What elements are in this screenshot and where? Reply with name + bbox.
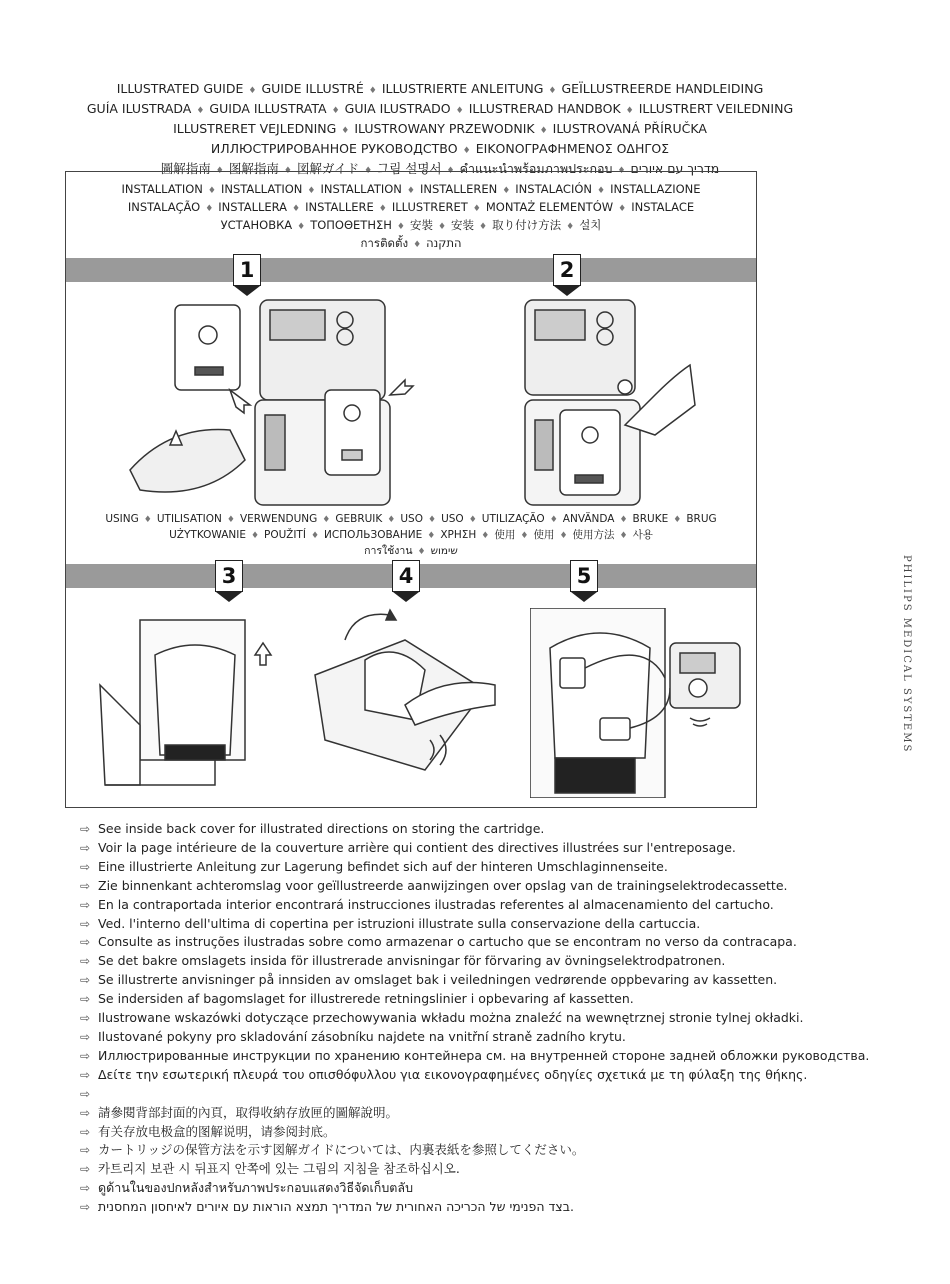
installation_titles-text: התקנה xyxy=(426,236,462,250)
separator-icon: ♦ xyxy=(368,86,377,96)
using_titles-text: UTILIZAÇÃO xyxy=(481,513,545,525)
arrow-right-icon: ⇨ xyxy=(80,1029,91,1044)
using_titles-text: 使用 xyxy=(533,529,555,541)
installation_titles-text: INSTALLATION xyxy=(220,182,303,196)
separator-icon: ♦ xyxy=(549,515,558,525)
separator-icon: ♦ xyxy=(673,515,682,525)
using_titles-text: BRUKE xyxy=(632,513,669,525)
installation_titles-text: การติดตั้ง xyxy=(360,236,409,250)
note-text: 카트리지 보관 시 뒤표지 안쪽에 있는 그림의 지침을 참조하십시오. xyxy=(98,1161,460,1177)
arrow-right-icon: ⇨ xyxy=(80,1011,91,1026)
using_titles-text: UTILISATION xyxy=(156,513,222,525)
separator-icon: ♦ xyxy=(413,240,422,250)
using_titles-text: GEBRUIK xyxy=(335,513,383,525)
arrow-right-icon: ⇨ xyxy=(80,954,91,969)
note-text: Consulte as instruções ilustradas sobre como armazenar o cartucho que se encontram no verso da contracapa. xyxy=(98,934,797,950)
header_titles-text: 図解ガイド xyxy=(296,161,360,176)
step-1-box: 1 xyxy=(233,254,261,286)
note-item xyxy=(80,1009,840,1028)
note-item xyxy=(80,915,840,934)
separator-icon: ♦ xyxy=(468,515,477,525)
separator-icon: ♦ xyxy=(331,106,340,116)
arrow-right-icon: ⇨ xyxy=(80,1086,91,1101)
step-5-pointer xyxy=(571,592,597,602)
arrow-right-icon: ⇨ xyxy=(80,992,91,1007)
steps-band-top xyxy=(66,258,756,282)
separator-icon: ♦ xyxy=(417,547,426,557)
header_titles-line xyxy=(40,80,840,100)
using_titles-text: POUŽITÍ xyxy=(264,529,306,541)
note-item xyxy=(80,933,840,952)
note-text: Se det bakre omslagets insida för illustrerade anvisningar för förvaring av övningselektrodpatronen. xyxy=(98,953,726,969)
separator-icon: ♦ xyxy=(196,106,205,116)
note-text: Zie binnenkant achteromslag voor geïllustreerde aanwijzingen over opslag van de trainingselektrodecassette. xyxy=(98,877,788,893)
using_titles-text: ИСПОЛЬЗОВАНИЕ xyxy=(324,529,423,541)
separator-icon: ♦ xyxy=(427,531,436,541)
separator-icon: ♦ xyxy=(539,126,548,136)
using_titles-text: BRUG xyxy=(686,513,717,525)
header_titles-text: ILUSTROWANY PRZEWODNIK xyxy=(354,121,535,136)
using_titles-text: 使用方法 xyxy=(572,529,615,541)
note-text: Ilustrowane wskazówki dotyczące przechowywania wkładu można znaleźć na wewnętrznej stronie tylnej okładki. xyxy=(98,1010,804,1026)
note-item xyxy=(80,896,840,915)
arrow-right-icon: ⇨ xyxy=(80,1200,91,1215)
separator-icon: ♦ xyxy=(455,106,464,116)
arrow-right-icon: ⇨ xyxy=(80,822,91,836)
header_titles-text: ILLUSTRATED GUIDE xyxy=(116,81,244,96)
note-item xyxy=(80,971,840,990)
separator-icon: ♦ xyxy=(215,166,224,176)
installation_titles-text: 取り付け方法 xyxy=(492,218,562,232)
separator-icon: ♦ xyxy=(617,166,626,176)
note-item xyxy=(80,1141,840,1160)
installation_titles-text: 설치 xyxy=(579,218,602,232)
separator-icon: ♦ xyxy=(387,515,396,525)
using_titles-text: שימוש xyxy=(430,545,458,557)
note-text: カートリッジの保管方法を示す図解ガイドについては、内裏表紙を参照してください。 xyxy=(98,1142,585,1158)
header_titles-line xyxy=(40,100,840,120)
installation_titles-text: УСТАНОВКА xyxy=(220,218,293,232)
note-item xyxy=(80,1160,840,1179)
arrow-right-icon: ⇨ xyxy=(80,1105,91,1120)
installation_titles-text: INSTALAÇÃO xyxy=(127,200,201,214)
guide-titles xyxy=(40,80,840,180)
installation_titles-text: ILLUSTRERET xyxy=(391,200,468,214)
arrow-right-icon: ⇨ xyxy=(80,840,91,855)
note-item xyxy=(80,1104,840,1123)
installation_titles-text: MONTAŻ ELEMENTÓW xyxy=(485,200,614,214)
separator-icon: ♦ xyxy=(226,515,235,525)
separator-icon: ♦ xyxy=(310,531,320,541)
note-item xyxy=(80,1179,840,1198)
installation_titles-text: INSTALLAZIONE xyxy=(610,182,701,196)
note-text: Se indersiden af bagomslaget for illustrerede retningslinier i opbevaring af kassetten. xyxy=(98,991,634,1007)
step-4-box: 4 xyxy=(392,560,420,592)
installation_titles-text: ΤΟΠΟΘΕΤΗΣΗ xyxy=(310,218,392,232)
using_titles-text: ANVÄNDA xyxy=(562,513,615,525)
header_titles-text: ILLUSTRERT VEILEDNING xyxy=(638,101,794,116)
installation_titles-text: INSTALACE xyxy=(631,200,695,214)
using_titles-text: ΧΡΗΣΗ xyxy=(440,529,477,541)
using_titles-text: UŻYTKOWANIE xyxy=(169,529,246,541)
separator-icon: ♦ xyxy=(437,222,447,232)
separator-icon: ♦ xyxy=(520,531,529,541)
electrode-placement-illustration xyxy=(530,608,745,798)
separator-icon: ♦ xyxy=(143,515,152,525)
separator-icon: ♦ xyxy=(619,515,628,525)
installation-titles xyxy=(66,181,756,253)
note-item xyxy=(80,990,840,1009)
installation_titles-text: INSTALLATION xyxy=(320,182,402,196)
storage-notes xyxy=(80,820,870,1217)
installation_titles-text: INSTALLERE xyxy=(305,200,374,214)
separator-icon: ♦ xyxy=(364,166,373,176)
separator-icon: ♦ xyxy=(427,515,437,525)
using_titles-line xyxy=(66,512,756,528)
note-item xyxy=(80,1047,870,1066)
note-item xyxy=(80,858,840,877)
installation_titles-text: INSTALLATION xyxy=(121,182,203,196)
step-5-box: 5 xyxy=(570,560,598,592)
install-cartridge-illustration xyxy=(120,295,420,510)
note-item xyxy=(80,952,840,971)
separator-icon: ♦ xyxy=(322,515,331,525)
separator-icon: ♦ xyxy=(205,204,214,214)
header_titles-text: 그림 설명서 xyxy=(377,161,442,176)
separator-icon: ♦ xyxy=(559,531,568,541)
note-item xyxy=(80,1028,840,1047)
header_titles-text: 图解指南 xyxy=(228,161,279,176)
separator-icon: ♦ xyxy=(248,86,257,96)
separator-icon: ♦ xyxy=(619,531,628,541)
installation_titles-text: 安装 xyxy=(451,218,475,232)
installation_titles-text: INSTALACIÓN xyxy=(515,182,592,196)
header_titles-text: GUIA ILUSTRADO xyxy=(344,101,451,116)
note-text: ดูด้านในของปกหลังสำหรับภาพประกอบแสดงวิธีจัดเก็บตลับ xyxy=(98,1180,414,1196)
using_titles-text: 使用 xyxy=(494,529,516,541)
separator-icon: ♦ xyxy=(597,186,606,196)
step-4-pointer xyxy=(393,592,419,602)
installation_titles-text: 安裝 xyxy=(409,218,433,232)
step-2-box: 2 xyxy=(553,254,581,286)
using_titles-line xyxy=(66,544,756,560)
note-text: 有关存放电极盒的图解说明，请参阅封底。 xyxy=(98,1123,336,1139)
note-item xyxy=(80,1123,840,1142)
step-3-box: 3 xyxy=(215,560,243,592)
installation_titles-line xyxy=(66,235,756,253)
separator-icon: ♦ xyxy=(378,204,387,214)
separator-icon: ♦ xyxy=(566,222,575,232)
note-text: Voir la page intérieure de la couverture arrière qui contient des directives illustrées sur l'entreposage. xyxy=(98,839,736,855)
separator-icon: ♦ xyxy=(283,166,292,176)
chest-prep-illustration xyxy=(95,615,285,795)
separator-icon: ♦ xyxy=(297,222,306,232)
separator-icon: ♦ xyxy=(341,126,350,136)
header_titles-text: ILUSTROVANÁ PŘÍRUČKA xyxy=(552,121,707,136)
separator-icon: ♦ xyxy=(481,531,490,541)
arrow-right-icon: ⇨ xyxy=(80,859,91,874)
separator-icon: ♦ xyxy=(250,531,260,541)
installation_titles-line xyxy=(66,181,756,199)
note-text: Se illustrerte anvisninger på innsiden av omslaget bak i veiledningen vedrørende oppbevaring av kassetten. xyxy=(98,972,778,988)
header_titles-text: ΕΙΚΟΝΟΓΡΑΦΗΜΕΝΟΣ ΟΔΗΓΟΣ xyxy=(475,141,670,156)
note-text: See inside back cover for illustrated directions on storing the cartridge. xyxy=(98,821,545,836)
note-item xyxy=(80,1066,840,1085)
arrow-right-icon: ⇨ xyxy=(80,878,91,893)
separator-icon: ♦ xyxy=(548,86,557,96)
separator-icon: ♦ xyxy=(462,146,471,156)
header_titles-line xyxy=(40,140,840,160)
header_titles-text: GUÍA ILUSTRADA xyxy=(86,101,192,116)
arrow-right-icon: ⇨ xyxy=(80,935,91,950)
separator-icon: ♦ xyxy=(406,186,415,196)
note-text: En la contraportada interior encontrará instrucciones ilustradas referentes al almacenamiento del cartucho. xyxy=(98,896,774,912)
separator-icon: ♦ xyxy=(625,106,634,116)
using_titles-line xyxy=(66,528,756,544)
header_titles-text: ILLUSTRIERTE ANLEITUNG xyxy=(381,81,544,96)
note-text: Eine illustrierte Anleitung zur Lagerung befindet sich auf der hinteren Umschlaginnenseite. xyxy=(98,858,668,874)
note-text: בצד הפנימי של הכריכה האחורית של המדריך תמצא הוראות עם איורים לאיחסון המחסנית. xyxy=(98,1199,574,1215)
note-item xyxy=(80,839,840,858)
header_titles-line xyxy=(40,120,840,140)
using_titles-text: USING xyxy=(105,513,139,525)
installation_titles-line xyxy=(66,199,756,217)
arrow-right-icon: ⇨ xyxy=(80,1181,91,1196)
header_titles-text: GUIDE ILLUSTRÉ xyxy=(261,81,364,96)
using_titles-text: การใช้งาน xyxy=(364,545,413,557)
note-item xyxy=(80,877,840,896)
header_titles-text: GUIDA ILLUSTRATA xyxy=(209,101,327,116)
header_titles-text: ILLUSTRERET VEJLEDNING xyxy=(173,121,337,136)
using_titles-text: USO xyxy=(441,513,464,525)
arrow-right-icon: ⇨ xyxy=(80,1067,91,1082)
installation_titles-text: INSTALLEREN xyxy=(419,182,498,196)
header_titles-text: מדריך עם איורים xyxy=(630,161,720,176)
header_titles-text: 圖解指南 xyxy=(160,161,211,176)
note-item xyxy=(80,1198,840,1217)
header_titles-text: ИЛЛЮСТРИРОВАННОЕ РУКОВОДСТВО xyxy=(210,141,458,156)
header_titles-text: GEÏLLUSTREERDE HANDLEIDING xyxy=(561,81,764,96)
separator-icon: ♦ xyxy=(618,204,627,214)
note-item xyxy=(80,820,840,839)
press-button-illustration xyxy=(520,295,700,510)
note-text: Иллюстрированные инструкции по хранению контейнера см. на внутренней стороне задней обложки руководства. xyxy=(98,1047,870,1063)
using_titles-text: VERWENDUNG xyxy=(239,513,318,525)
note-text: Δείτε την εσωτερική πλευρά του οπισθόφυλλου για εικονογραφημένες οδηγίες σχετικά με τη φύλαξη της θήκης. xyxy=(98,1066,808,1082)
using-titles xyxy=(66,512,756,560)
arrow-right-icon: ⇨ xyxy=(80,1124,91,1139)
arrow-right-icon: ⇨ xyxy=(80,973,91,988)
using_titles-text: USO xyxy=(400,513,423,525)
separator-icon: ♦ xyxy=(446,166,455,176)
note-text: 請參閱背部封面的內頁，取得收納存放匣的圖解說明。 xyxy=(98,1104,399,1120)
arrow-right-icon: ⇨ xyxy=(80,916,91,931)
remove-cartridge-illustration xyxy=(305,605,505,780)
arrow-right-icon: ⇨ xyxy=(80,1143,91,1158)
header_titles-text: ILLUSTRERAD HANDBOK xyxy=(468,101,621,116)
separator-icon: ♦ xyxy=(472,204,481,214)
note-text: Ilustované pokyny pro skladování zásobníku najdete na vnitřní straně zadního krytu. xyxy=(98,1028,626,1044)
installation_titles-text: INSTALLERA xyxy=(218,200,288,214)
separator-icon: ♦ xyxy=(396,222,405,232)
note-text: Ved. l'interno dell'ultima di copertina per istruzioni illustrate sulla conservazione della cartuccia. xyxy=(98,915,701,931)
header_titles-text: คำแนะนำพร้อมภาพประกอบ xyxy=(459,161,613,176)
separator-icon: ♦ xyxy=(479,222,488,232)
separator-icon: ♦ xyxy=(207,186,216,196)
separator-icon: ♦ xyxy=(292,204,301,214)
using_titles-text: 사용 xyxy=(632,529,653,541)
installation_titles-line xyxy=(66,217,756,235)
separator-icon: ♦ xyxy=(502,186,511,196)
separator-icon: ♦ xyxy=(307,186,316,196)
arrow-right-icon: ⇨ xyxy=(80,897,91,912)
note-item xyxy=(80,1085,840,1104)
step-3-pointer xyxy=(216,592,242,602)
arrow-right-icon: ⇨ xyxy=(80,1048,91,1063)
arrow-right-icon: ⇨ xyxy=(80,1162,91,1177)
